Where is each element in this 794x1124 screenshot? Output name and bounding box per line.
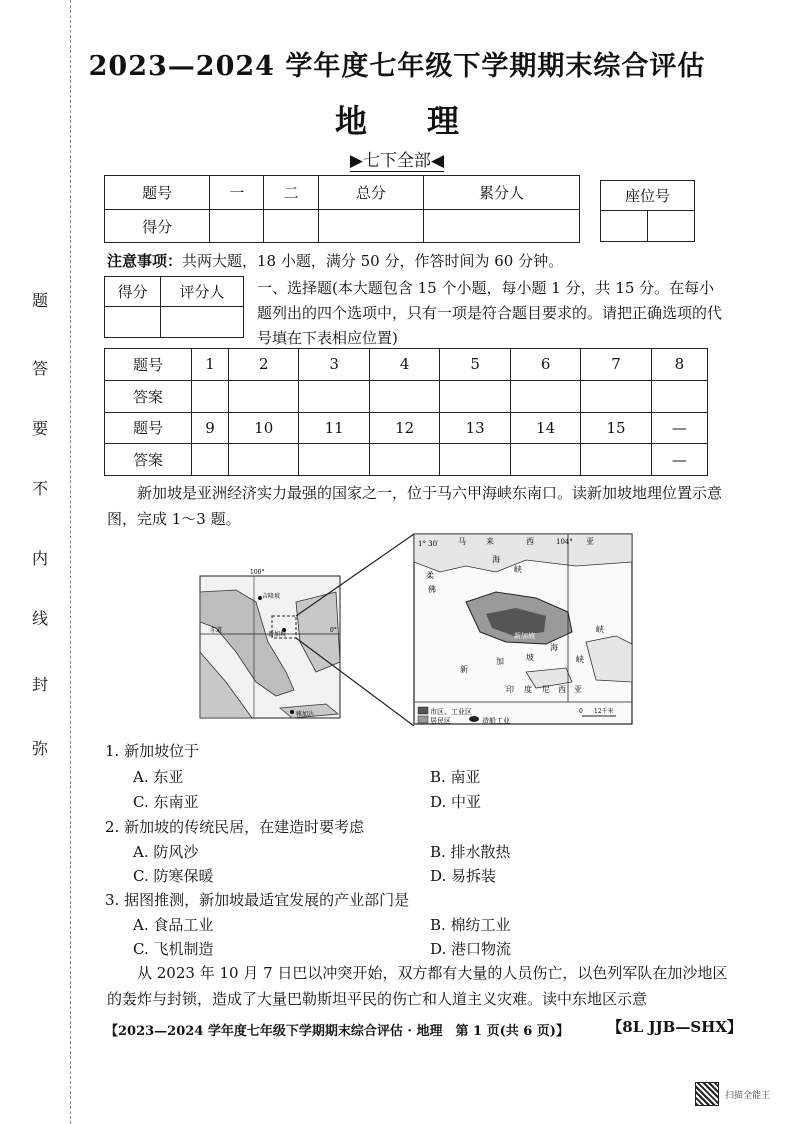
q-number: 11 [299, 412, 369, 444]
qr-code-icon [695, 1082, 719, 1106]
q1-option-c[interactable]: C. 东南亚 [133, 793, 199, 811]
score-header: 一 [210, 176, 264, 210]
q2-option-d[interactable]: D. 易拆装 [430, 867, 497, 885]
margin-char: 不 [31, 479, 48, 498]
scale-label: 12千米 [594, 708, 614, 715]
scanner-badge: 扫描全能王 [725, 1091, 771, 1101]
map-label: 亚 [586, 537, 594, 546]
margin-char: 线 [31, 609, 48, 628]
answer-cell[interactable] [192, 380, 229, 412]
answer-cell[interactable] [510, 380, 580, 412]
exam-title: 2023—2024 学年度七年级下学期期末综合评估 [88, 51, 706, 82]
answer-cell[interactable] [299, 444, 369, 476]
question-3-stem: 3. 据图推测，新加坡最适宜发展的产业部门是 [105, 891, 410, 909]
map-label: 赤道 [210, 627, 223, 634]
map-label: 新加坡 [514, 632, 535, 640]
q3-option-a[interactable]: A. 食品工业 [133, 916, 214, 934]
map-label: 1° 30′ [418, 540, 439, 548]
q-number: 9 [192, 412, 229, 444]
score-header: 累分人 [423, 176, 579, 210]
jakarta-dot [290, 710, 294, 714]
q-number: 15 [581, 412, 651, 444]
intro-paragraph: 新加坡是亚洲经济实力最强的国家之一，位于马六甲海峡东南口。读新加坡地理位置示意图，完成 1～3 题。 [107, 484, 723, 528]
score-table [104, 175, 580, 243]
map-label: 度 [524, 685, 532, 694]
q-number: — [651, 412, 707, 444]
answer-cell[interactable] [440, 444, 510, 476]
exam-code: 【8L JJB—SHX】 [607, 1018, 742, 1036]
grader-cell[interactable] [160, 307, 243, 338]
section1-instructions: 一、选择题(本大题包含 15 个小题，每小题 1 分，共 15 分。在每小题列出的四个选项中，只有一项是符合题目要求的。请把正确选项的代号填在下表相应位置) [257, 279, 723, 347]
q-number: 4 [369, 349, 439, 381]
answer-cell[interactable] [369, 380, 439, 412]
q-number: 8 [651, 349, 707, 381]
grader-reviewer-label: 评分人 [160, 277, 243, 307]
margin-char: 要 [31, 419, 48, 438]
score-header: 题号 [105, 176, 210, 210]
answer-cell[interactable] [581, 380, 651, 412]
margin-char: 弥 [31, 739, 48, 758]
answer-cell[interactable] [192, 444, 229, 476]
q-number: 1 [192, 349, 229, 381]
answer-row-label: 题号 [105, 412, 192, 444]
score-cell[interactable] [264, 210, 318, 243]
grader-score-label: 得分 [105, 277, 161, 307]
answer-row-label: 答案 [105, 380, 192, 412]
answer-cell[interactable] [651, 380, 707, 412]
q3-option-b[interactable]: B. 棉纺工业 [430, 916, 511, 934]
map-label: 新加坡 [268, 631, 287, 638]
shipbuilding-icon [469, 716, 479, 722]
grader-table [104, 276, 244, 338]
q1-option-b[interactable]: B. 南亚 [430, 768, 481, 786]
answer-cell[interactable] [510, 444, 580, 476]
map-label: 峡 [514, 565, 522, 574]
q-number: 6 [510, 349, 580, 381]
map-label: 吉隆坡 [262, 593, 281, 600]
answer-table [104, 348, 708, 476]
q-number: 5 [440, 349, 510, 381]
scale-zero: 0 [579, 708, 583, 715]
score-cell[interactable] [210, 210, 264, 243]
singapore-map-figure [196, 532, 636, 728]
q-number: 7 [581, 349, 651, 381]
answer-row-label: 题号 [105, 349, 192, 381]
seat-cell[interactable] [601, 211, 648, 242]
map-label: 亚 [574, 685, 582, 694]
map-label: 海 [550, 643, 558, 652]
legend-label: 市区、工业区 [430, 708, 472, 716]
scope-label: ▶七下全部◀ [349, 151, 445, 171]
notes: 注意事项：共两大题，18 小题，满分 50 分，作答时间为 60 分钟。 [107, 252, 564, 270]
q-number: 13 [440, 412, 510, 444]
map-label: 佛 [428, 585, 436, 594]
answer-cell[interactable] [369, 444, 439, 476]
q-number: — [651, 444, 707, 476]
q-number: 2 [228, 349, 298, 381]
q1-option-d[interactable]: D. 中亚 [430, 793, 482, 811]
map-label: 100° [250, 569, 265, 576]
margin-char: 题 [31, 291, 48, 310]
answer-cell[interactable] [581, 444, 651, 476]
answer-cell[interactable] [228, 444, 298, 476]
map-label: 马 [458, 537, 466, 546]
answer-cell[interactable] [440, 380, 510, 412]
map-label: 新 [460, 665, 468, 674]
seat-table [600, 180, 695, 242]
question-1-stem: 1. 新加坡位于 [105, 742, 200, 760]
map-label: 雅加达 [296, 711, 315, 718]
map-label: 柔 [426, 571, 434, 580]
map-label: 104° [556, 538, 573, 546]
answer-row-label: 答案 [105, 444, 192, 476]
question-2-stem: 2. 新加坡的传统民居，在建造时要考虑 [105, 818, 365, 836]
answer-cell[interactable] [299, 380, 369, 412]
score-header: 总分 [318, 176, 423, 210]
q-number: 3 [299, 349, 369, 381]
passage-2: 从 2023 年 10 月 7 日巴以冲突开始，双方都有大量的人员伤亡，以色列军队在加沙地区的轰炸与封锁，造成了大量巴勒斯坦平民的伤亡和人道主义灾难。读中东地区示意 [107, 964, 728, 1008]
q3-option-c[interactable]: C. 飞机制造 [133, 940, 214, 958]
answer-cell[interactable] [228, 380, 298, 412]
score-row-label: 得分 [105, 210, 210, 243]
map-label: 西 [526, 537, 534, 546]
q2-option-c[interactable]: C. 防寒保暖 [133, 867, 214, 885]
grader-cell[interactable] [105, 307, 161, 338]
margin-char: 内 [31, 549, 48, 568]
map-label: 来 [486, 537, 494, 546]
score-cell[interactable] [318, 210, 423, 243]
score-header: 二 [264, 176, 318, 210]
score-cell[interactable] [423, 210, 579, 243]
map-label: 峡 [596, 625, 604, 634]
map-label: 海 [492, 555, 500, 564]
margin-char: 封 [31, 675, 48, 694]
seat-cell[interactable] [647, 211, 694, 242]
q3-option-d[interactable]: D. 港口物流 [430, 940, 512, 958]
subject-title: 地理 [334, 102, 519, 140]
q1-option-a[interactable]: A. 东亚 [133, 768, 184, 786]
map-label: 印 [506, 685, 514, 694]
map-label: 尼 [542, 685, 550, 694]
seat-label: 座位号 [601, 181, 695, 211]
map-label: 峡 [576, 655, 584, 664]
q-number: 10 [228, 412, 298, 444]
q2-option-a[interactable]: A. 防风沙 [133, 843, 199, 861]
map-label: 0° [330, 627, 337, 634]
legend-residential-swatch [418, 716, 428, 723]
leader-line-top [296, 534, 414, 616]
margin-char: 答 [31, 359, 48, 378]
q2-option-b[interactable]: B. 排水散热 [430, 843, 511, 861]
legend-label: 居民区 [430, 717, 451, 725]
page-footer: 【2023—2024 学年度七年级下学期期末综合评估 · 地理 第 1 页(共 6 页)】 [105, 1024, 569, 1039]
map-label: 加 [496, 657, 504, 666]
q-number: 12 [369, 412, 439, 444]
map-label: 西 [558, 685, 566, 694]
map-label: 坡 [526, 653, 534, 662]
q-number: 14 [510, 412, 580, 444]
legend-label: 造船工业 [482, 717, 510, 725]
legend-urban-swatch [418, 707, 428, 714]
